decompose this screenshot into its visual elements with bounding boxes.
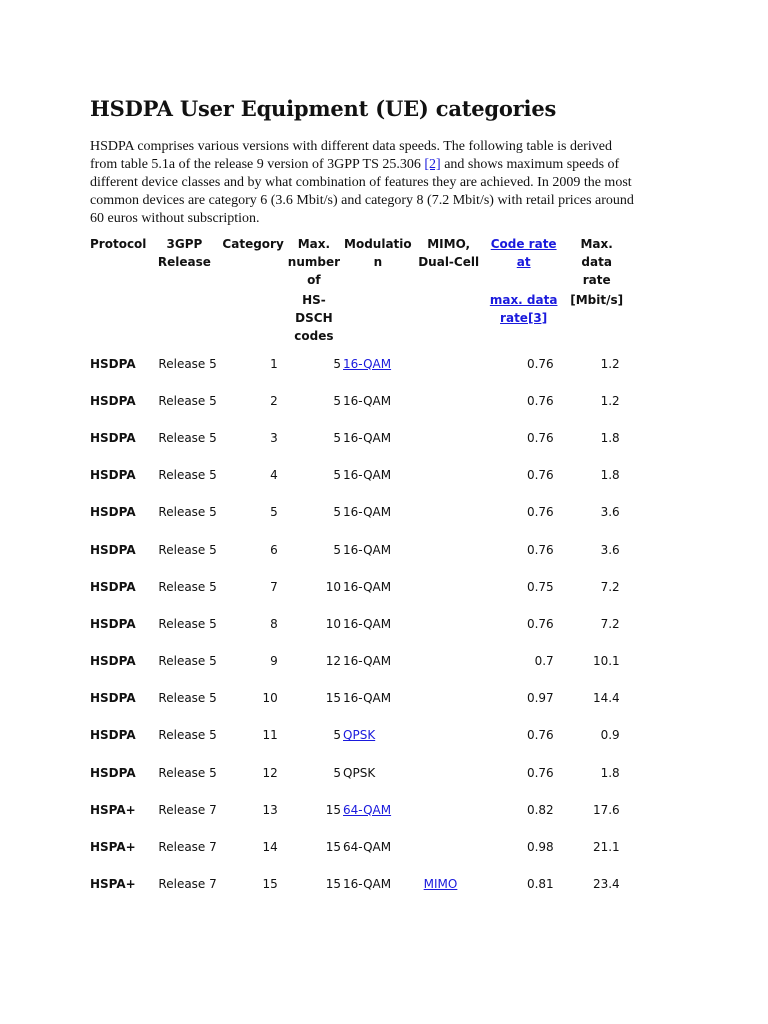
cell-modulation: 16-QAM — [343, 430, 392, 445]
cell-category: 13 — [262, 802, 278, 817]
cell-protocol: HSDPA — [90, 542, 136, 557]
cell-mimo — [414, 494, 484, 531]
cell-release: Release 5 — [158, 356, 217, 371]
cell-protocol: HSDPA — [90, 691, 136, 706]
cell-code-rate: 0.97 — [526, 691, 554, 706]
table-row — [82, 717, 630, 754]
cell-mimo — [414, 531, 484, 568]
cell-category: 4 — [270, 468, 278, 483]
cell-modulation: 16-QAM — [343, 579, 392, 594]
cell-modulation: 64-QAM — [343, 840, 392, 855]
cell-codes: 5 — [333, 356, 342, 371]
cell-protocol: HSDPA — [90, 430, 136, 445]
cell-modulation: 16-QAM — [343, 654, 392, 669]
header-modulation: Modulatio n — [344, 237, 412, 269]
cell-max-rate: 14.4 — [592, 691, 620, 706]
intro-paragraph — [90, 138, 690, 228]
cell-protocol: HSPA+ — [90, 840, 136, 855]
cell-mimo — [414, 605, 484, 642]
cell-code-rate: 0.81 — [526, 877, 554, 892]
cell-mimo — [414, 419, 484, 456]
cell-category: 14 — [262, 840, 278, 855]
cell-modulation: QPSK — [343, 765, 376, 780]
header-code-rate-2 — [484, 289, 564, 345]
cell-protocol: HSDPA — [90, 579, 136, 594]
cell-release: Release 7 — [158, 802, 217, 817]
cell-modulation: 16-QAM — [343, 691, 392, 706]
cell-protocol: HSPA+ — [90, 877, 136, 892]
cell-category: 15 — [262, 877, 278, 892]
cell-code-rate: 0.98 — [526, 840, 554, 855]
table-row — [82, 345, 630, 382]
cell-code-rate: 0.76 — [526, 765, 554, 780]
cell-max-rate: 1.2 — [600, 356, 620, 371]
header-release: 3GPP Release — [157, 237, 211, 269]
header-protocol: Protocol — [90, 237, 147, 251]
cell-code-rate: 0.76 — [526, 468, 554, 483]
modulation-link[interactable]: QPSK — [343, 728, 376, 743]
reference-2-link[interactable]: [2] — [424, 157, 441, 172]
cell-code-rate: 0.76 — [526, 542, 554, 557]
cell-mimo — [414, 457, 484, 494]
table-row — [82, 494, 630, 531]
header-mimo: MIMO, Dual-Cell — [418, 237, 480, 269]
mimo-link[interactable]: MIMO — [423, 877, 458, 892]
cell-category: 2 — [270, 393, 278, 408]
cell-codes: 5 — [333, 542, 342, 557]
cell-release: Release 5 — [158, 505, 217, 520]
table-row — [82, 791, 630, 828]
cell-category: 6 — [270, 542, 278, 557]
cell-category: 8 — [270, 616, 278, 631]
intro-line-2 — [90, 156, 690, 174]
cell-mimo — [414, 791, 484, 828]
cell-release: Release 5 — [158, 579, 217, 594]
cell-max-rate: 1.8 — [600, 468, 620, 483]
cell-category: 1 — [270, 356, 278, 371]
intro-line-5: 60 euros without subscription. — [90, 211, 260, 226]
cell-codes: 5 — [333, 430, 342, 445]
ue-categories-table — [82, 233, 630, 903]
cell-codes: 10 — [325, 579, 342, 594]
cell-codes: 10 — [325, 616, 342, 631]
cell-max-rate: 7.2 — [600, 579, 620, 594]
cell-release: Release 7 — [158, 877, 217, 892]
cell-code-rate: 0.7 — [534, 654, 554, 669]
table-row — [82, 605, 630, 642]
cell-release: Release 5 — [158, 468, 217, 483]
cell-code-rate: 0.75 — [526, 579, 554, 594]
cell-max-rate: 1.8 — [600, 430, 620, 445]
cell-max-rate: 23.4 — [592, 877, 620, 892]
cell-category: 3 — [270, 430, 278, 445]
cell-modulation: 16-QAM — [343, 877, 392, 892]
modulation-link[interactable]: 16-QAM — [343, 356, 392, 371]
cell-release: Release 5 — [158, 765, 217, 780]
cell-release: Release 5 — [158, 430, 217, 445]
header-codes: Max. number of — [287, 237, 341, 287]
intro-line-2-tail: and shows maximum speeds of — [440, 157, 620, 172]
cell-codes: 15 — [325, 802, 342, 817]
cell-codes: 15 — [325, 840, 342, 855]
table-header-row-2 — [82, 289, 630, 345]
cell-max-rate: 1.2 — [600, 393, 620, 408]
header-codes-2: HS-DSCH codes — [294, 293, 334, 343]
cell-max-rate: 1.8 — [600, 765, 620, 780]
modulation-link[interactable]: 64-QAM — [343, 802, 392, 817]
table-header-row — [82, 233, 630, 289]
intro-line-4: common devices are category 6 (3.6 Mbit/s) and category 8 (7.2 Mbit/s) with retail prices around — [90, 193, 634, 208]
table-row — [82, 568, 630, 605]
cell-protocol: HSDPA — [90, 616, 136, 631]
table-row — [82, 680, 630, 717]
cell-modulation — [342, 717, 414, 754]
cell-mimo — [414, 828, 484, 865]
cell-release: Release 5 — [158, 616, 217, 631]
cell-release: Release 7 — [158, 840, 217, 855]
cell-mimo — [414, 866, 484, 903]
intro-line-1: HSDPA comprises various versions with different data speeds. The following table is derived — [90, 139, 612, 154]
table-row — [82, 828, 630, 865]
cell-category: 5 — [270, 505, 278, 520]
cell-codes: 5 — [333, 468, 342, 483]
table-row — [82, 866, 630, 903]
cell-protocol: HSDPA — [90, 654, 136, 669]
cell-codes: 15 — [325, 691, 342, 706]
cell-code-rate: 0.82 — [526, 802, 554, 817]
header-code-rate — [484, 233, 564, 289]
cell-codes: 5 — [333, 728, 342, 743]
cell-protocol: HSDPA — [90, 765, 136, 780]
cell-release: Release 5 — [158, 542, 217, 557]
cell-protocol: HSDPA — [90, 393, 136, 408]
cell-mimo — [414, 382, 484, 419]
code-rate-link[interactable]: Code rate at — [490, 237, 557, 269]
cell-release: Release 5 — [158, 654, 217, 669]
cell-category: 10 — [262, 691, 278, 706]
cell-modulation: 16-QAM — [343, 393, 392, 408]
cell-code-rate: 0.76 — [526, 505, 554, 520]
cell-codes: 15 — [325, 877, 342, 892]
cell-max-rate: 21.1 — [592, 840, 620, 855]
cell-mimo — [414, 568, 484, 605]
cell-protocol: HSPA+ — [90, 802, 136, 817]
cell-mimo — [414, 345, 484, 382]
cell-release: Release 5 — [158, 691, 217, 706]
cell-category: 7 — [270, 579, 278, 594]
cell-modulation: 16-QAM — [343, 616, 392, 631]
cell-release: Release 5 — [158, 393, 217, 408]
cell-max-rate: 0.9 — [600, 728, 620, 743]
cell-mimo — [414, 643, 484, 680]
cell-code-rate: 0.76 — [526, 728, 554, 743]
table-row — [82, 531, 630, 568]
cell-max-rate: 17.6 — [592, 802, 620, 817]
cell-code-rate: 0.76 — [526, 430, 554, 445]
table-body — [82, 345, 630, 903]
cell-mimo — [414, 680, 484, 717]
intro-line-2-text: from table 5.1a of the release 9 version of 3GPP TS 25.306 — [90, 157, 425, 172]
table-row — [82, 643, 630, 680]
cell-max-rate: 10.1 — [592, 654, 620, 669]
cell-modulation — [342, 345, 414, 382]
cell-code-rate: 0.76 — [526, 356, 554, 371]
table-row — [82, 382, 630, 419]
cell-protocol: HSDPA — [90, 728, 136, 743]
max-data-rate-ref-link[interactable]: max. data rate[3] — [489, 293, 558, 325]
cell-codes: 12 — [325, 654, 342, 669]
cell-protocol: HSDPA — [90, 356, 136, 371]
cell-release: Release 5 — [158, 728, 217, 743]
page-title: HSDPA User Equipment (UE) categories — [90, 96, 557, 121]
cell-category: 11 — [262, 728, 278, 743]
cell-mimo — [414, 754, 484, 791]
header-max-rate: Max. data rate — [580, 237, 613, 287]
cell-max-rate: 3.6 — [600, 542, 620, 557]
header-category: Category — [222, 237, 284, 251]
cell-codes: 5 — [333, 765, 342, 780]
cell-modulation: 16-QAM — [343, 542, 392, 557]
cell-category: 9 — [270, 654, 278, 669]
cell-protocol: HSDPA — [90, 505, 136, 520]
table-row — [82, 457, 630, 494]
cell-max-rate: 3.6 — [600, 505, 620, 520]
cell-codes: 5 — [333, 505, 342, 520]
cell-codes: 5 — [333, 393, 342, 408]
cell-protocol: HSDPA — [90, 468, 136, 483]
cell-code-rate: 0.76 — [526, 616, 554, 631]
table-row — [82, 754, 630, 791]
cell-modulation: 16-QAM — [343, 468, 392, 483]
header-max-rate-unit: [Mbit/s] — [570, 293, 624, 307]
cell-category: 12 — [262, 765, 278, 780]
cell-max-rate: 7.2 — [600, 616, 620, 631]
cell-mimo — [414, 717, 484, 754]
cell-code-rate: 0.76 — [526, 393, 554, 408]
cell-modulation: 16-QAM — [343, 505, 392, 520]
table-row — [82, 419, 630, 456]
intro-line-3: different device classes and by what combination of features they are achieved. In 2009 the most — [90, 175, 632, 190]
cell-modulation — [342, 791, 414, 828]
